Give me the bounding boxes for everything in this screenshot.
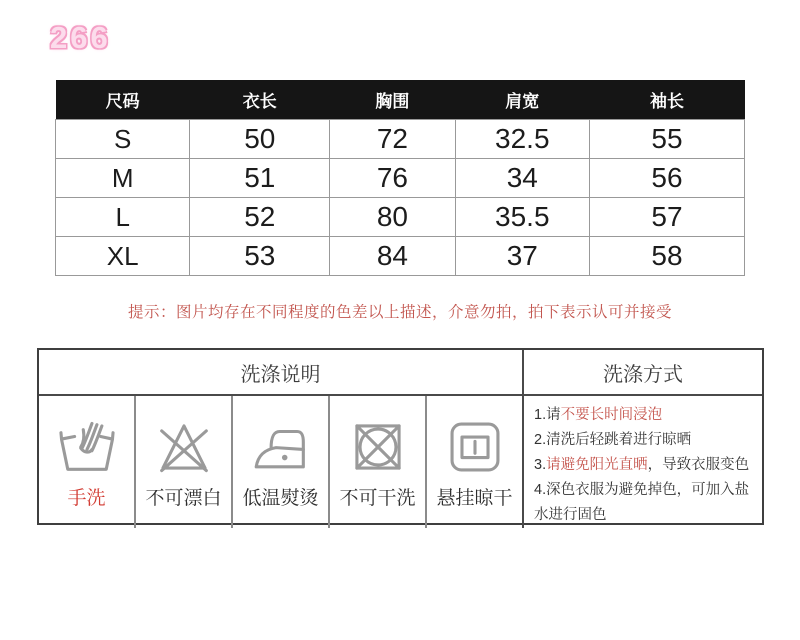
- no-dry-clean-label: 不可干洗: [339, 488, 416, 509]
- care-instruction-line-3: 3.请避免阳光直晒，导致衣服变色: [534, 457, 750, 473]
- hand-wash-label: 手洗: [67, 488, 106, 509]
- hang-dry-label: 悬挂晾干: [436, 488, 513, 509]
- care-instruction-line-1: 1.请不要长时间浸泡: [534, 407, 663, 423]
- column-header-length: 衣长: [190, 80, 330, 120]
- size-chart-header-row: [56, 80, 745, 120]
- care-cell-no-bleach: [136, 396, 233, 528]
- no-dry-clean-icon: [347, 416, 409, 478]
- size-chart-table: [55, 80, 745, 276]
- table-row-size-xl: [56, 237, 745, 276]
- size-label: S: [56, 120, 190, 159]
- length-value: 51: [190, 159, 330, 198]
- no-bleach-label: 不可漂白: [145, 488, 222, 509]
- care-cell-no-dry-clean: [330, 396, 427, 528]
- shoulder-value: 37: [455, 237, 589, 276]
- table-row-size-s: [56, 120, 745, 159]
- low-temp-iron-label: 低温熨烫: [242, 488, 319, 509]
- wash-method-text: [524, 396, 762, 528]
- care-instruction-line-4: 4.深色衣服为避免掉色，可加入盐水进行固色: [534, 482, 750, 523]
- column-header-size: 尺码: [56, 80, 190, 120]
- chest-value: 80: [330, 198, 455, 237]
- care-cell-low-temp-iron: [233, 396, 330, 528]
- sleeve-value: 55: [589, 120, 744, 159]
- low-temp-iron-icon: [250, 416, 312, 478]
- care-cell-hand-wash: [39, 396, 136, 528]
- length-value: 53: [190, 237, 330, 276]
- chest-value: 76: [330, 159, 455, 198]
- wash-explanation-title: 洗涤说明: [39, 350, 524, 394]
- column-header-sleeve: 袖长: [589, 80, 744, 120]
- size-label: M: [56, 159, 190, 198]
- no-bleach-icon: [153, 416, 215, 478]
- watermark-number: 266: [50, 20, 111, 55]
- care-instructions-table: [37, 348, 764, 525]
- chest-value: 72: [330, 120, 455, 159]
- shoulder-value: 32.5: [455, 120, 589, 159]
- hand-wash-icon: [56, 416, 118, 478]
- chest-value: 84: [330, 237, 455, 276]
- table-row-size-l: [56, 198, 745, 237]
- size-label: XL: [56, 237, 190, 276]
- sleeve-value: 58: [589, 237, 744, 276]
- column-header-shoulder: 肩宽: [455, 80, 589, 120]
- wash-method-title: 洗涤方式: [603, 363, 683, 386]
- care-table-header: [39, 350, 762, 396]
- shoulder-value: 35.5: [455, 198, 589, 237]
- color-difference-notice: 提示：图片均存在不同程度的色差以上描述，介意勿拍，拍下表示认可并接受: [127, 304, 672, 321]
- care-instruction-line-2: 2.清洗后轻跳着进行晾晒: [534, 432, 692, 448]
- column-header-chest: 胸围: [330, 80, 455, 120]
- care-cell-hang-dry: [427, 396, 524, 528]
- length-value: 50: [190, 120, 330, 159]
- hang-dry-icon: [444, 416, 506, 478]
- shoulder-value: 34: [455, 159, 589, 198]
- table-row-size-m: [56, 159, 745, 198]
- sleeve-value: 57: [589, 198, 744, 237]
- length-value: 52: [190, 198, 330, 237]
- sleeve-value: 56: [589, 159, 744, 198]
- size-label: L: [56, 198, 190, 237]
- care-table-body: [39, 396, 762, 523]
